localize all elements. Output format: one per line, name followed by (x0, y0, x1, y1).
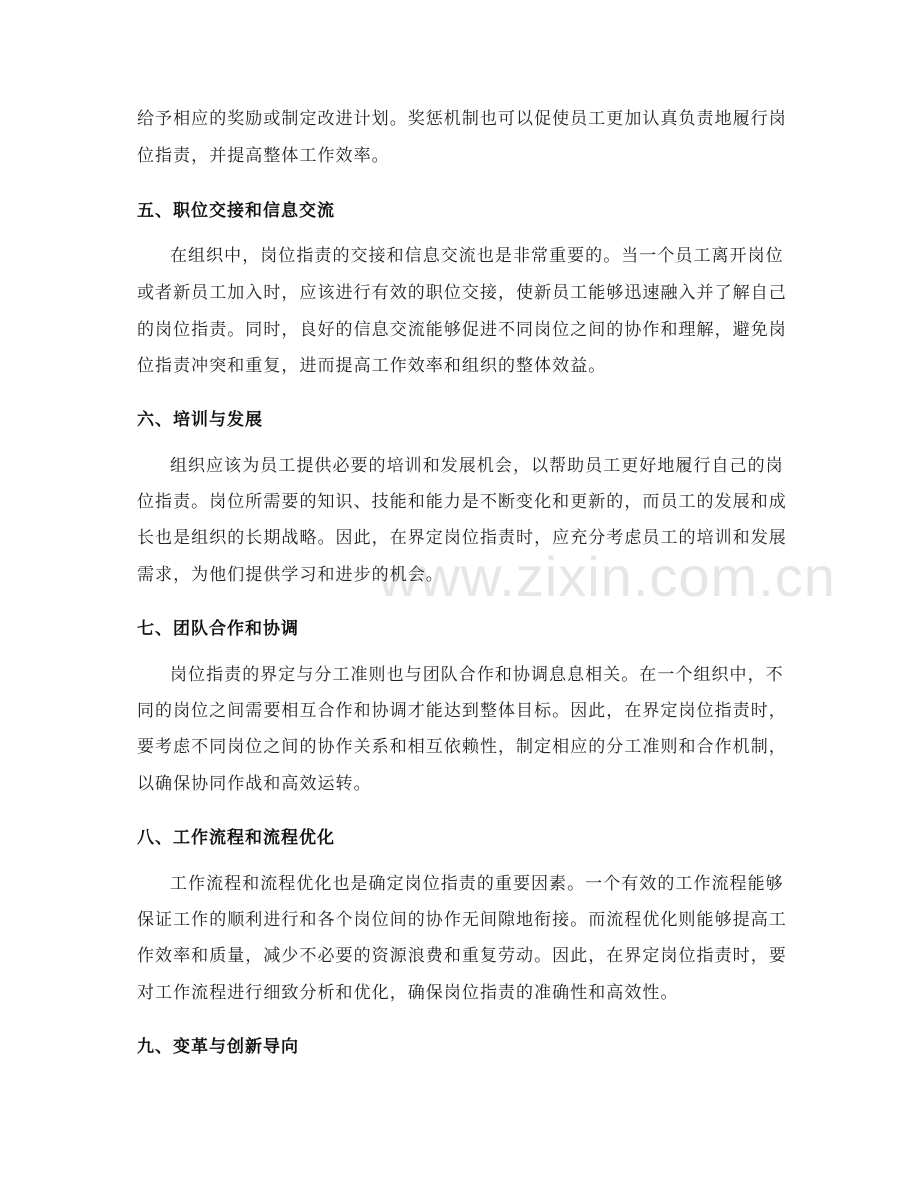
paragraph-line: 对工作流程进行细致分析和优化，确保岗位指责的准确性和高效性。 (137, 983, 679, 1003)
section-heading: 七、团队合作和协调 (137, 619, 299, 639)
paragraph-line: 同的岗位之间需要相互合作和协调才能达到整体目标。因此，在界定岗位指责时， (137, 701, 787, 721)
paragraph-line: 给予相应的奖励或制定改进计划。奖惩机制也可以促使员工更加认真负责地履行岗 (137, 109, 787, 129)
section-heading: 九、变革与创新导向 (137, 1037, 299, 1057)
paragraph-line: 保证工作的顺利进行和各个岗位间的协作无间隙地衔接。而流程优化则能够提高工 (137, 910, 787, 930)
paragraph-line: 工作流程和流程优化也是确定岗位指责的重要因素。一个有效的工作流程能够 (170, 874, 784, 894)
paragraph-line: 需求，为他们提供学习和进步的机会。 (137, 565, 444, 585)
paragraph-line: 在组织中，岗位指责的交接和信息交流也是非常重要的。当一个员工离开岗位 (170, 246, 784, 266)
watermark: www.zixin.com.cn (378, 545, 836, 608)
section-heading: 五、职位交接和信息交流 (137, 201, 335, 221)
paragraph-line: 的岗位指责。同时，良好的信息交流能够促进不同岗位之间的协作和理解，避免岗 (137, 320, 787, 340)
paragraph-line: 以确保协同作战和高效运转。 (137, 774, 372, 794)
section-heading: 八、工作流程和流程优化 (137, 828, 335, 848)
paragraph-line: 位指责，并提高整体工作效率。 (137, 146, 390, 166)
section-heading: 六、培训与发展 (137, 410, 263, 430)
paragraph-line: 组织应该为员工提供必要的培训和发展机会，以帮助员工更好地履行自己的岗 (170, 456, 784, 476)
paragraph-line: 岗位指责的界定与分工准则也与团队合作和协调息息相关。在一个组织中，不 (170, 665, 784, 685)
paragraph-line: 或者新员工加入时，应该进行有效的职位交接，使新员工能够迅速融入并了解自己 (137, 283, 787, 303)
paragraph-line: 位指责冲突和重复，进而提高工作效率和组织的整体效益。 (137, 356, 607, 376)
paragraph-line: 作效率和质量，减少不必要的资源浪费和重复劳动。因此，在界定岗位指责时，要 (137, 946, 787, 966)
paragraph-line: 位指责。岗位所需要的知识、技能和能力是不断变化和更新的，而员工的发展和成 (137, 492, 787, 512)
paragraph-line: 长也是组织的长期战略。因此，在界定岗位指责时，应充分考虑员工的培训和发展 (137, 528, 787, 548)
paragraph-line: 要考虑不同岗位之间的协作关系和相互依赖性，制定相应的分工准则和合作机制， (137, 737, 787, 757)
